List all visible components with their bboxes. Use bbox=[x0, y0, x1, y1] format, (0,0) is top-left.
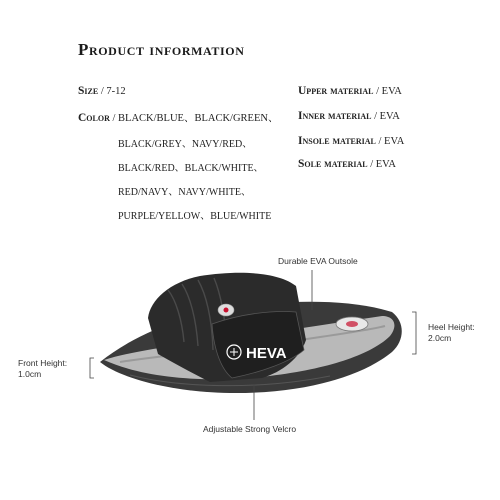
color-line-1: BLACK/GREY、NAVY/RED、 bbox=[118, 139, 253, 150]
insole-material-value: / EVA bbox=[375, 136, 405, 147]
sole-material-value: / EVA bbox=[367, 159, 396, 170]
color-value: / BLACK/BLUE、BLACK/GREEN、 bbox=[109, 113, 279, 124]
front-height-callout bbox=[18, 358, 67, 380]
upper-material-value: / EVA bbox=[373, 86, 402, 97]
size-key: Size bbox=[78, 85, 99, 97]
velcro-callout: Adjustable Strong Velcro bbox=[203, 424, 297, 434]
front-height-bracket bbox=[90, 358, 94, 378]
outsole-callout: Durable EVA Outsole bbox=[278, 256, 358, 266]
brand-logo-text: HEVA bbox=[246, 345, 287, 362]
color-line-4: PURPLE/YELLOW、BLUE/WHITE bbox=[118, 211, 272, 222]
color-line-2: BLACK/RED、BLACK/WHITE、 bbox=[118, 163, 264, 174]
upper-material-key: Upper material bbox=[298, 85, 374, 97]
color-line-3: RED/NAVY、NAVY/WHITE、 bbox=[118, 187, 251, 198]
color-key: Color bbox=[78, 112, 110, 124]
page-title: Product information bbox=[78, 40, 245, 59]
inner-material-key: Inner material bbox=[298, 110, 372, 122]
heel-height-callout bbox=[428, 322, 475, 344]
heel-height-label: Heel Height: bbox=[428, 322, 475, 332]
insole-material-key: Insole material bbox=[298, 135, 376, 147]
inner-material-value: / EVA bbox=[371, 111, 400, 122]
heel-height-value: 2.0cm bbox=[428, 333, 452, 343]
sole-material-key: Sole material bbox=[298, 158, 368, 170]
front-height-label: Front Height: bbox=[18, 358, 68, 368]
size-value: / 7-12 bbox=[98, 86, 126, 97]
heel-height-bracket bbox=[412, 312, 416, 354]
front-height-value: 1.0cm bbox=[18, 369, 42, 379]
